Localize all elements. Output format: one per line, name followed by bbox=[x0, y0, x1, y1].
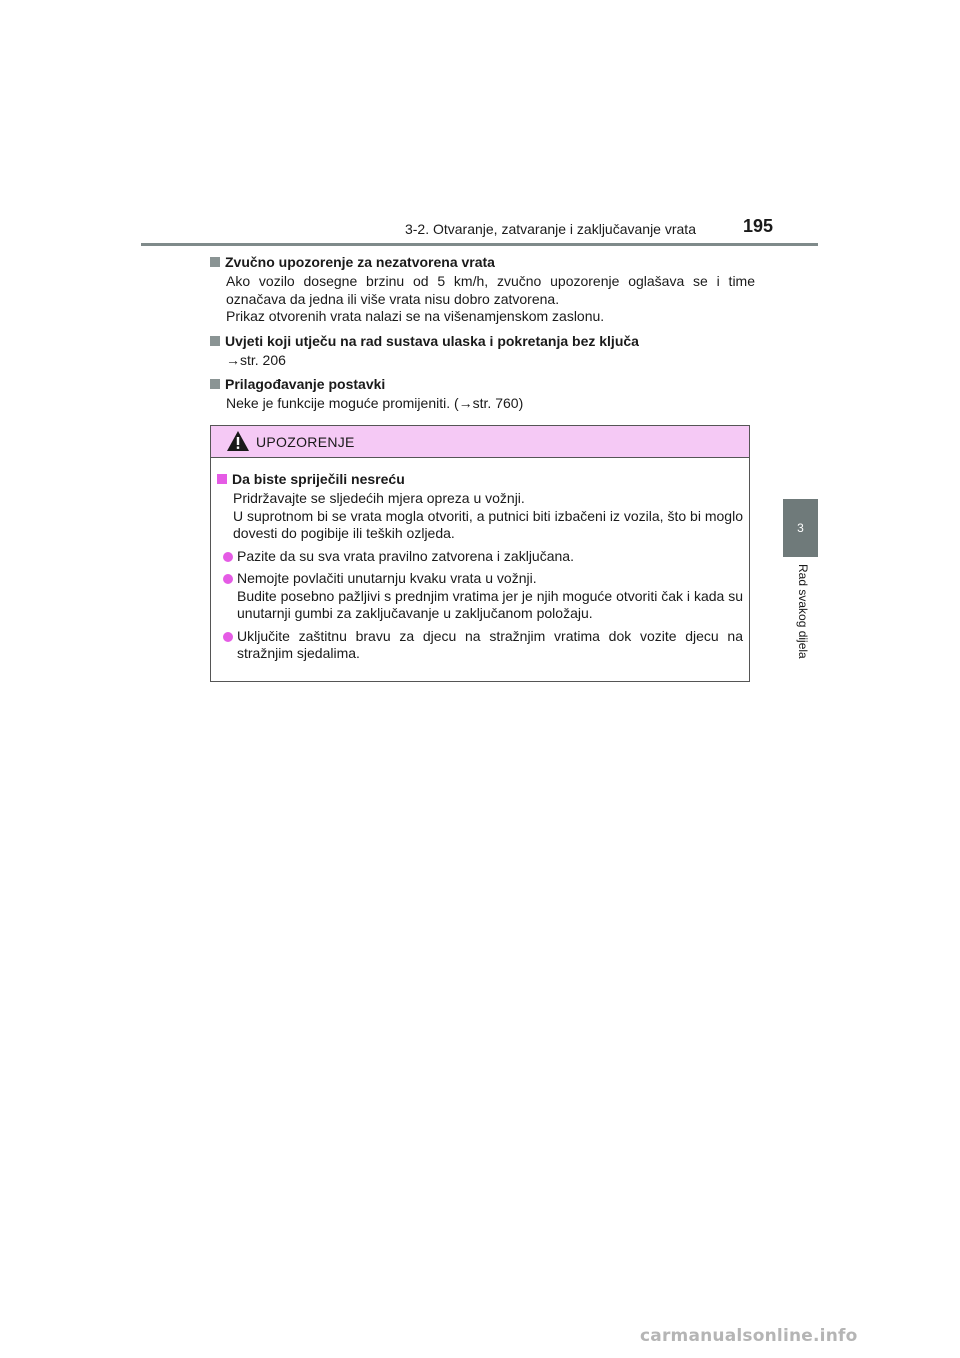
chapter-number: 3 bbox=[797, 521, 804, 535]
page-number: 195 bbox=[742, 216, 773, 236]
warning-body bbox=[211, 458, 749, 663]
watermark: carmanualsonline.info bbox=[640, 1326, 858, 1346]
list-item: Pazite da su sva vrata pravilno zatvorena i zaključana. bbox=[217, 548, 743, 566]
warning-box bbox=[210, 425, 750, 682]
page-reference: →str. 206 bbox=[226, 351, 286, 368]
warning-intro: Pridržavajte se sljedećih mjera opreza u vožnji. U suprotnom bi se vrata mogla otvoriti, a putnici biti izbačeni iz vozila, što bi moglo dovesti do pogibije ili teških ozljeda. bbox=[233, 490, 743, 541]
square-bullet-icon bbox=[217, 474, 227, 484]
warning-heading: Da biste spriječili nesreću bbox=[217, 470, 743, 488]
square-bullet-icon bbox=[210, 336, 220, 346]
square-bullet-icon bbox=[210, 257, 220, 267]
section-body: Ako vozilo dosegne brzinu od 5 km/h, zvučno upozorenje oglašava se i time označava da jedna ili više vrata nisu dobro zatvorena. Prikaz otvorenih vrata nalazi se na višenamjenskom zaslonu. bbox=[226, 273, 755, 324]
section-heading: Uvjeti koji utječu na rad sustava ulaska i pokretanja bez ključa bbox=[210, 332, 755, 350]
chapter-label: Rad svakog dijela bbox=[796, 564, 810, 659]
list-item: Nemojte povlačiti unutarnju kvaku vrata u vožnji. Budite posebno pažljivi s prednjim vratima jer je njih moguće otvoriti čak i kada su unutarnji gumbi za zaključavanje u zaključanom položaju. bbox=[217, 570, 743, 623]
square-bullet-icon bbox=[210, 379, 220, 389]
section-heading: Prilagođavanje postavki bbox=[210, 375, 755, 393]
bullet-dot-icon bbox=[223, 574, 233, 584]
main-content bbox=[210, 253, 755, 419]
warning-title: UPOZORENJE bbox=[256, 434, 355, 450]
bullet-dot-icon bbox=[223, 632, 233, 642]
warning-header bbox=[211, 426, 749, 458]
chapter-tab bbox=[783, 499, 818, 557]
section-heading: Zvučno upozorenje za nezatvorena vrata bbox=[210, 253, 755, 271]
bullet-dot-icon bbox=[223, 552, 233, 562]
section-body: Neke je funkcije moguće promijeniti. (→str. 760) bbox=[226, 395, 524, 411]
header-rule bbox=[141, 243, 818, 246]
page-header bbox=[141, 0, 818, 247]
warning-triangle-icon bbox=[226, 430, 250, 452]
list-item: Uključite zaštitnu bravu za djecu na stražnjim vratima dok vozite djecu na stražnjim sjedalima. bbox=[217, 628, 743, 663]
section-title: 3-2. Otvaranje, zatvaranje i zaključavanje vrata bbox=[404, 221, 696, 237]
section-body bbox=[210, 352, 755, 370]
